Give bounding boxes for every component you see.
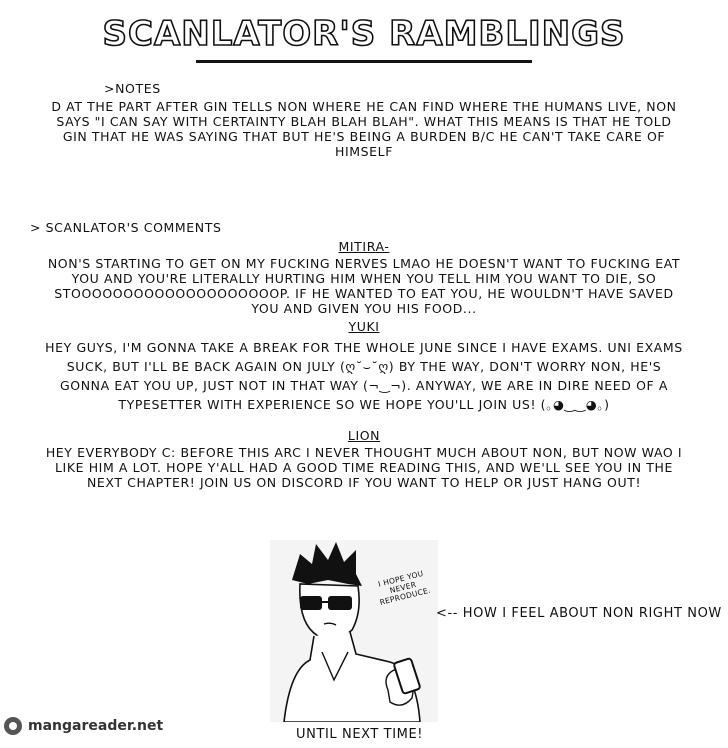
comment-author-lion: LION [347,428,381,443]
glasses-left-lens [300,596,322,610]
watermark-text: mangareader.net [28,718,164,734]
title-underline [196,60,532,63]
watermark [2,712,172,740]
notes-body: D AT THE PART AFTER GIN TELLS NON WHERE HE CAN FIND WHERE THE HUMANS LIVE, NON SAYS "I CAN SAY WITH CERTAINTY BLAH BLAH BLAH". WHAT THIS MEANS IS THAT HE TOLD GIN THAT HE WAS SAYING THAT BUT HE'S BEING A BURDEN B/C HE CAN'T TAKE CARE OF HIMSELF [51,99,677,159]
comment-text-mitira: NON'S STARTING TO GET ON MY FUCKING NERVES LMAO HE DOESN'T WANT TO FUCKING EAT YOU AND YOU'RE LITERALLY HURTING HIM WHEN YOU TELL HIM YOU WANT TO DIE, SO STOOOOOOOOOOOOOOOOOOOOP. IF HE WANTED TO EAT YOU, HE WOULDN'T HAVE SAVED YOU AND GIVEN YOU HIS FOOD... [47,256,681,316]
comments-heading: > SCANLATOR'S COMMENTS [30,220,222,235]
watermark-logo-icon [2,715,24,737]
comment-text-yuki: HEY GUYS, I'M GONNA TAKE A BREAK FOR THE WHOLE JUNE SINCE I HAVE EXAMS. UNI EXAMS SUCK, BUT I'LL BE BACK AGAIN ON JULY (ღ˘⌣˘ღ) BY THE WAY, DON'T WORRY NON, HE'S GONNA EAT YOU UP, JUST NOT IN THAT WAY (¬‿¬). ANYWAY, WE ARE IN DIRE NEED OF A TYPESETTER WITH EXPERIENCE SO WE HOPE YOU'LL JOIN US! (｡◕‿‿◕｡) [45,340,683,412]
notes-heading: >NOTES [104,81,161,96]
glasses-right-lens [328,596,352,610]
comment-text-lion: HEY EVERYBODY C: BEFORE THIS ARC I NEVER THOUGHT MUCH ABOUT NON, BUT NOW WAO I LIKE HIM A LOT. HOPE Y'ALL HAD A GOOD TIME READING THIS, AND WE'LL SEE YOU IN THE NEXT CHAPTER! JOIN US ON DISCORD IF YOU WANT TO HELP OR JUST HANG OUT! [45,445,683,490]
comment-block-lion [40,428,688,490]
comment-block-yuki [40,317,688,414]
page-title: SCANLATOR'S RAMBLINGS [102,14,626,54]
closing-text: UNTIL NEXT TIME! [296,727,424,742]
sign-text: I HOPE YOU NEVER REPRODUCE. [377,568,432,607]
comment-block-mitira [40,239,688,316]
comment-author-yuki: YUKI [348,319,380,334]
character-illustration [270,540,438,722]
comment-author-mitira: MITIRA- [338,239,390,254]
arrow-note: <-- HOW I FEEL ABOUT NON RIGHT NOW [436,606,722,621]
